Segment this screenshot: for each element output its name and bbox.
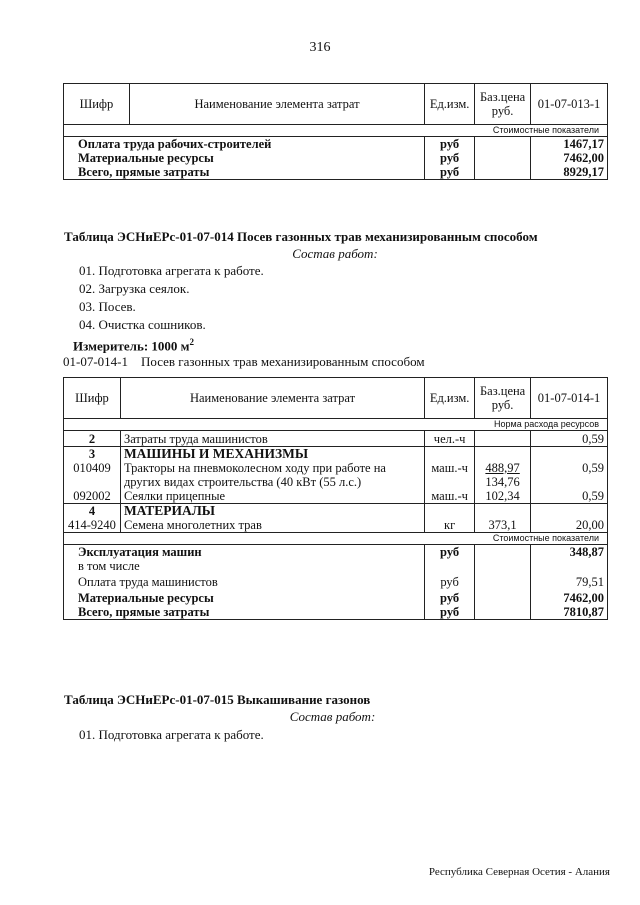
row-unit: руб: [425, 545, 475, 560]
table-row: [64, 165, 608, 180]
row-value: 7462,00: [531, 151, 608, 165]
price-labor: 134,76: [485, 475, 520, 489]
row-price: [475, 447, 531, 462]
price-current: 488,97: [485, 461, 520, 475]
measure-unit: [73, 337, 194, 354]
row-price: 102,34: [475, 489, 531, 504]
header-name: Наименование элемента затрат: [120, 378, 424, 419]
row-name: МАШИНЫ И МЕХАНИЗМЫ: [120, 447, 424, 462]
table-row: [64, 151, 608, 165]
row-unit: руб: [425, 151, 475, 165]
cost-table-01-07-013-1: [63, 83, 608, 180]
row-value: 8929,17: [531, 165, 608, 180]
row-value: [531, 559, 608, 573]
row-price: [475, 461, 531, 489]
row-code: 4: [64, 504, 121, 519]
composition-label: Состав работ:: [289, 709, 376, 724]
section-row: [64, 533, 608, 545]
step-item: 04. Очистка сошников.: [79, 317, 206, 332]
row-code: 092002: [64, 489, 121, 504]
row-name: Всего, прямые затраты: [64, 605, 425, 620]
row-name: Затраты труда машинистов: [120, 431, 424, 447]
header-price: Баз.цена руб.: [475, 84, 531, 125]
row-code: 414-9240: [64, 518, 121, 533]
table-row: [64, 431, 608, 447]
steps-list: [79, 726, 264, 744]
row-name: Тракторы на пневмоколесном ходу при работе на других видах строительства (40 кВт (55 л.с.): [120, 461, 424, 489]
row-unit: маш.-ч: [425, 461, 475, 489]
table-row: [64, 605, 608, 620]
row-value: 0,59: [531, 489, 608, 504]
row-price: [475, 591, 531, 605]
row-code: 3: [64, 447, 121, 462]
composition-label: Состав работ:: [292, 246, 378, 261]
table-row: [64, 559, 608, 573]
row-price: [475, 137, 531, 152]
row-price: [475, 559, 531, 573]
row-name: Материальные ресурсы: [64, 591, 425, 605]
row-unit: [425, 559, 475, 573]
row-price: [475, 504, 531, 519]
table-row: [64, 504, 608, 519]
page-footer: Республика Северная Осетия - Алания: [428, 866, 610, 878]
row-name: Оплата труда рабочих-строителей: [64, 137, 425, 152]
step-item: 02. Загрузка сеялок.: [79, 281, 190, 296]
row-unit: руб: [425, 137, 475, 152]
row-value: 79,51: [531, 573, 608, 591]
row-unit: руб: [425, 573, 475, 591]
row-unit: [425, 447, 475, 462]
header-unit: Ед.изм.: [425, 84, 475, 125]
header-name: Наименование элемента затрат: [129, 84, 424, 125]
page-number: 316: [309, 40, 331, 55]
row-value: [531, 504, 608, 519]
row-name: МАТЕРИАЛЫ: [120, 504, 424, 519]
row-value: 7462,00: [531, 591, 608, 605]
row-price: [475, 573, 531, 591]
row-unit: руб: [425, 591, 475, 605]
measure-text: Измеритель: 1000 м: [73, 338, 190, 354]
section-label: Стоимостные показатели: [64, 125, 608, 137]
row-name: Всего, прямые затраты: [64, 165, 425, 180]
row-unit: чел.-ч: [425, 431, 475, 447]
row-value: [531, 447, 608, 462]
row-code: 2: [64, 431, 121, 447]
table-row: [64, 447, 608, 462]
header-price: Баз.цена руб.: [475, 378, 531, 419]
row-value: 1467,17: [531, 137, 608, 152]
section-row: [64, 419, 608, 431]
item-title: 01-07-014-1 Посев газонных трав механизированным способом: [63, 354, 425, 369]
header-ref: 01-07-014-1: [531, 378, 608, 419]
section-label: Норма расхода ресурсов: [64, 419, 608, 431]
table-row: [64, 518, 608, 533]
row-name: Материальные ресурсы: [64, 151, 425, 165]
resource-table-01-07-014-1: [63, 377, 608, 620]
table-header-row: [64, 84, 608, 125]
table-row: [64, 591, 608, 605]
row-price: [475, 165, 531, 180]
row-price: 373,1: [475, 518, 531, 533]
row-name: Сеялки прицепные: [120, 489, 424, 504]
steps-list: [79, 262, 264, 334]
row-value: 0,59: [531, 461, 608, 489]
row-name: Оплата труда машинистов: [64, 573, 425, 591]
row-price: [475, 605, 531, 620]
table-row: [64, 545, 608, 560]
table-row: [64, 489, 608, 504]
step-item: 03. Посев.: [79, 299, 136, 314]
row-unit: маш.-ч: [425, 489, 475, 504]
table-header-row: [64, 378, 608, 419]
table-title-014: Таблица ЭСНиЕРс-01-07-014 Посев газонных трав механизированным способом: [64, 229, 538, 244]
header-unit: Ед.изм.: [425, 378, 475, 419]
section-row: [64, 125, 608, 137]
row-price: [475, 545, 531, 560]
measure-sup: 2: [189, 337, 195, 347]
row-code: 010409: [64, 461, 121, 489]
section-label: Стоимостные показатели: [64, 533, 608, 545]
table-row: [64, 573, 608, 591]
row-value: 20,00: [531, 518, 608, 533]
row-name: Семена многолетних трав: [120, 518, 424, 533]
row-price: [475, 431, 531, 447]
row-unit: [425, 504, 475, 519]
row-name: Эксплуатация машин: [64, 545, 425, 560]
row-value: 0,59: [531, 431, 608, 447]
table-row: [64, 137, 608, 152]
header-code: Шифр: [64, 84, 130, 125]
step-item: 01. Подготовка агрегата к работе.: [79, 727, 264, 742]
row-name: в том числе: [64, 559, 425, 573]
row-price: [475, 151, 531, 165]
row-unit: кг: [425, 518, 475, 533]
row-value: 348,87: [531, 545, 608, 560]
row-unit: руб: [425, 165, 475, 180]
header-ref: 01-07-013-1: [531, 84, 608, 125]
table-row: [64, 461, 608, 489]
header-code: Шифр: [64, 378, 121, 419]
row-value: 7810,87: [531, 605, 608, 620]
step-item: 01. Подготовка агрегата к работе.: [79, 263, 264, 278]
row-unit: руб: [425, 605, 475, 620]
table-title-015: Таблица ЭСНиЕРс-01-07-015 Выкашивание газонов: [64, 692, 371, 707]
